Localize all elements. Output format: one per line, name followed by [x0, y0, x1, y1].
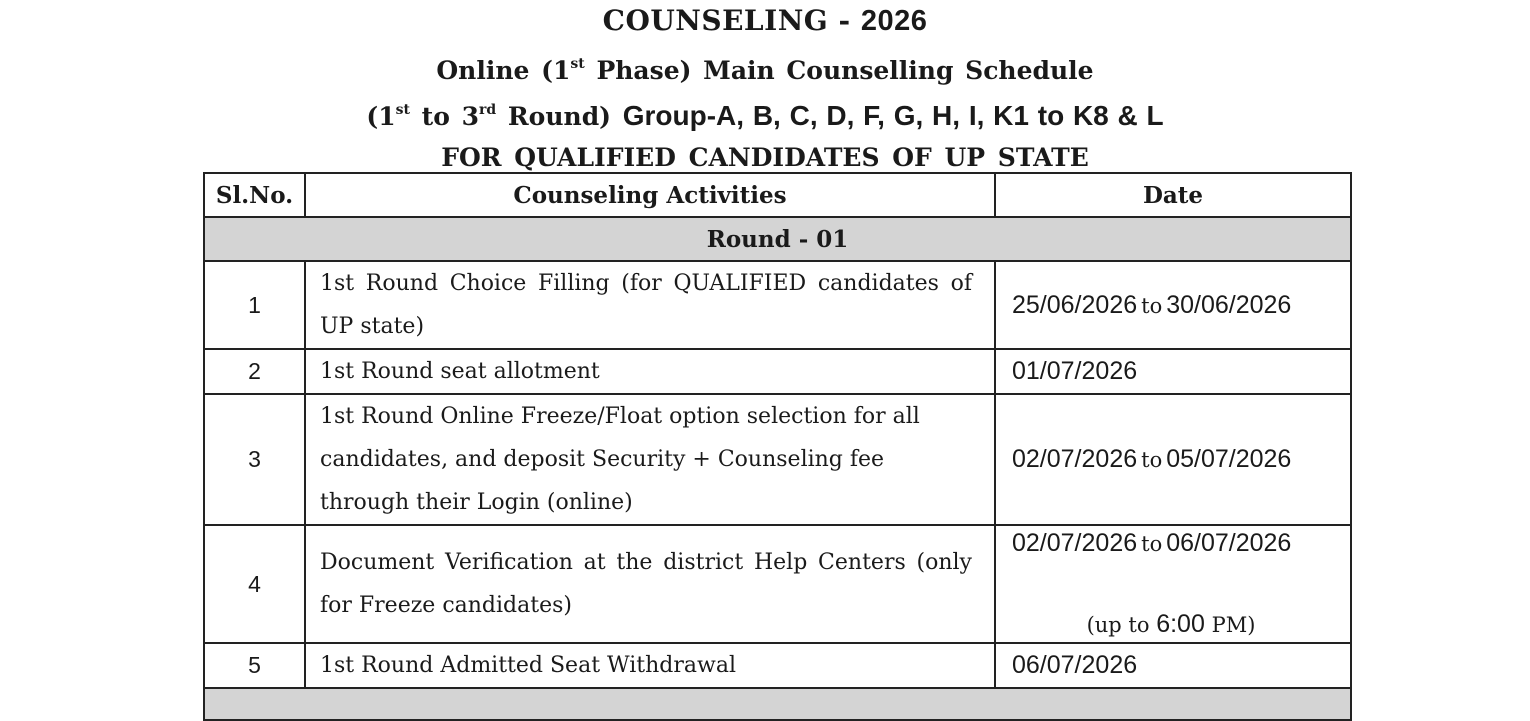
table-row: [204, 394, 1351, 525]
table-header-row: [204, 173, 1351, 217]
time-limit-note: (up to 6:00 PM): [1086, 610, 1256, 638]
row-date: 25/06/2026 to 30/06/2026: [995, 261, 1351, 349]
schedule-subtitle: Online (1st Phase) Main Counselling Schedule: [436, 55, 1094, 85]
qualified-candidates-heading: FOR QUALIFIED CANDIDATES OF UP STATE: [441, 143, 1089, 172]
row-activity: 1st Round Choice Filling (for QUALIFIED candidates of UP state): [305, 261, 995, 349]
row-activity: 1st Round Admitted Seat Withdrawal: [305, 643, 995, 688]
row-date: 02/07/2026 to 05/07/2026: [995, 394, 1351, 525]
row-activity: Document Verification at the district Help Centers (only for Freeze candidates): [305, 525, 995, 643]
next-round-cell: [204, 688, 1351, 720]
row-date: 02/07/2026 to 06/07/2026 (up to 6:00 PM): [995, 525, 1351, 643]
column-header-date: Date: [995, 173, 1351, 217]
round-groups-line: (1st to 3rd Round) Group-A, B, C, D, F, G, H, I, K1 to K8 & L: [366, 100, 1164, 131]
row-serial: 1: [204, 261, 305, 349]
table-row: [204, 525, 1351, 643]
row-date: 01/07/2026: [995, 349, 1351, 394]
table-row: [204, 643, 1351, 688]
round-header-row: [204, 217, 1351, 261]
row-activity: 1st Round seat allotment: [305, 349, 995, 394]
table-row: [204, 349, 1351, 394]
row-date: 06/07/2026: [995, 643, 1351, 688]
row-serial: 4: [204, 525, 305, 643]
row-activity: 1st Round Online Freeze/Float option selection for all candidates, and deposit Security + Counseling fee through their Login (online): [305, 394, 995, 525]
row-serial: 3: [204, 394, 305, 525]
column-header-slno: Sl.No.: [204, 173, 305, 217]
round-label: Round - 01: [204, 217, 1351, 261]
row-serial: 2: [204, 349, 305, 394]
table-row: [204, 261, 1351, 349]
next-round-row: [204, 688, 1351, 720]
column-header-activities: Counseling Activities: [305, 173, 995, 217]
row-serial: 5: [204, 643, 305, 688]
schedule-table: [203, 172, 1352, 721]
page-title: COUNSELING - 2026: [602, 4, 928, 37]
